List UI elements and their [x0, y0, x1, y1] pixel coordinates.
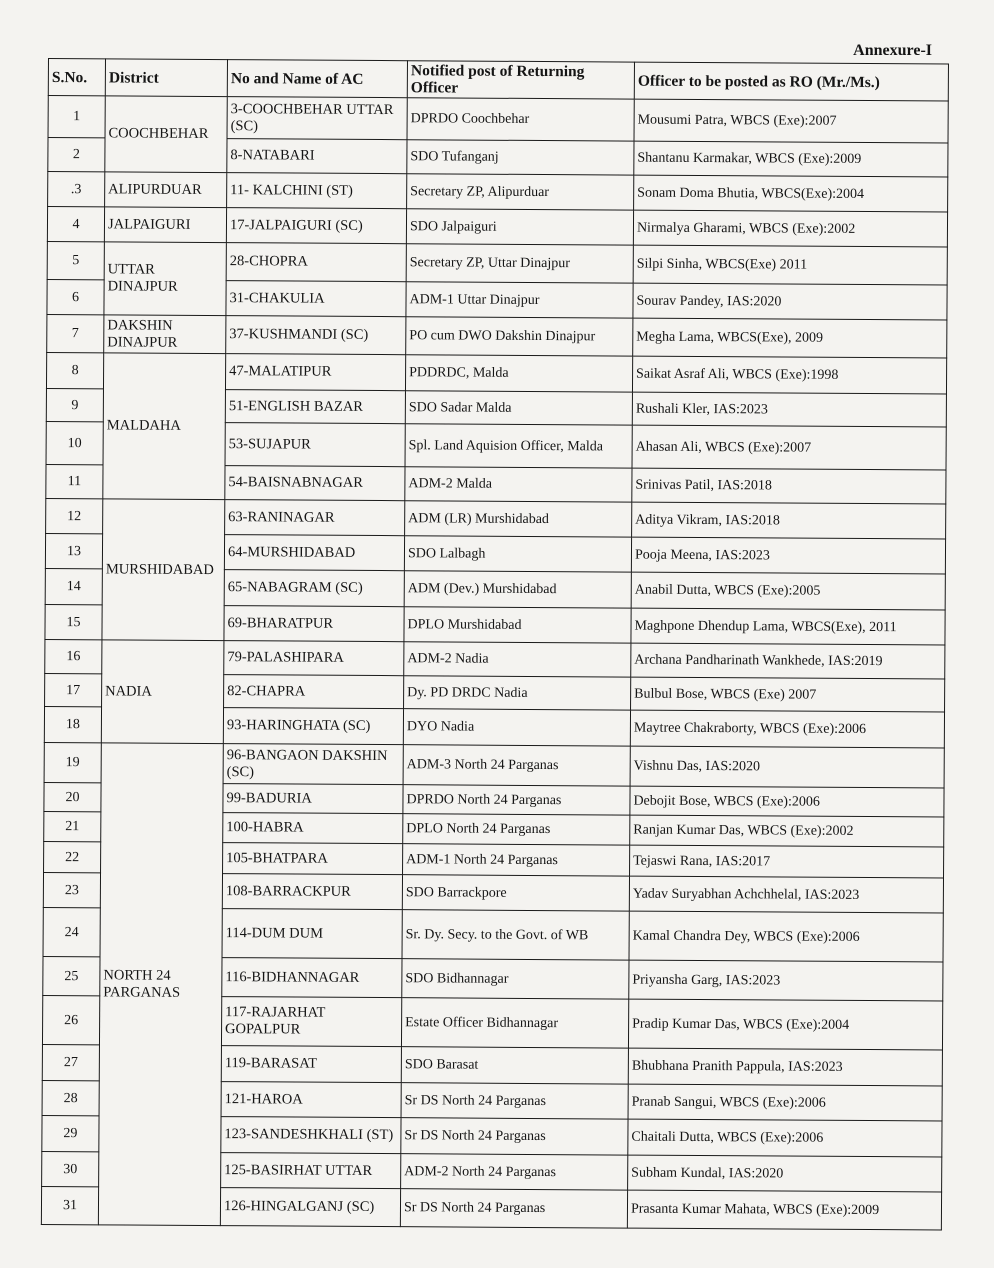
serial-number: 12 [46, 498, 103, 533]
officer-name: Vishnu Das, IAS:2020 [630, 746, 944, 788]
annexure-label: Annexure-I [853, 42, 932, 59]
assembly-constituency: 64-MURSHIDABAD [224, 535, 404, 571]
notified-post: ADM (Dev.) Murshidabad [404, 571, 631, 608]
serial-number: 16 [45, 639, 102, 673]
assembly-constituency: 82-CHAPRA [224, 675, 404, 709]
notified-post: DPLO Murshidabad [404, 607, 631, 643]
serial-number: 27 [42, 1044, 99, 1080]
serial-number: 24 [43, 907, 100, 956]
table-row [46, 352, 946, 393]
officer-name: Anabil Dutta, WBCS (Exe):2005 [631, 572, 945, 610]
notified-post: ADM-1 Uttar Dinajpur [406, 282, 633, 318]
assembly-constituency: 99-BADURIA [223, 784, 403, 814]
officer-name: Chaitali Dutta, WBCS (Exe):2006 [628, 1119, 942, 1157]
table-row [46, 498, 946, 538]
officer-name: Megha Lama, WBCS(Exe), 2009 [633, 318, 947, 358]
serial-number: 20 [44, 782, 101, 811]
serial-number: 18 [44, 706, 101, 742]
assembly-constituency: 3-COOCHBEHAR UTTAR (SC) [227, 97, 407, 140]
serial-number: 6 [47, 279, 104, 314]
table-row [45, 639, 945, 678]
assembly-constituency: 96-BANGAON DAKSHIN (SC) [223, 744, 403, 785]
notified-post: SDO Bidhannagar [402, 959, 629, 999]
officer-name: Subham Kundal, IAS:2020 [628, 1155, 942, 1192]
serial-number: 15 [45, 604, 102, 639]
officer-name: Maghpone Dhendup Lama, WBCS(Exe), 2011 [631, 608, 945, 645]
officer-name: Tejaswi Rana, IAS:2017 [630, 845, 944, 878]
assembly-constituency: 53-SUJAPUR [225, 423, 405, 467]
notified-post: Dy. PD DRDC Nadia [404, 676, 631, 710]
serial-number: .3 [48, 172, 105, 207]
assembly-constituency: 65-NABAGRAM (SC) [224, 570, 404, 607]
notified-post: DPLO North 24 Parganas [403, 814, 630, 845]
serial-number: 10 [46, 421, 103, 464]
assembly-constituency: 17-JALPAIGURI (SC) [226, 208, 406, 244]
officer-name: Yadav Suryabhan Achchhelal, IAS:2023 [629, 876, 943, 913]
assembly-constituency: 47-MALATIPUR [225, 354, 405, 391]
district-name: COOCHBEHAR [105, 96, 227, 173]
officer-name: Pradip Kumar Das, WBCS (Exe):2004 [628, 999, 942, 1050]
table-row [48, 172, 948, 212]
serial-number: 11 [46, 464, 103, 498]
officer-name: Sourav Pandey, IAS:2020 [633, 283, 947, 320]
table-row [47, 241, 947, 284]
serial-number: 28 [42, 1080, 99, 1115]
assembly-constituency: 28-CHOPRA [226, 243, 406, 282]
notified-post: SDO Barrackpore [402, 875, 629, 911]
notified-post: SDO Jalpaiguri [406, 209, 633, 245]
assembly-constituency: 69-BHARATPUR [224, 606, 404, 642]
officer-name: Pooja Meena, IAS:2023 [631, 537, 945, 574]
assembly-constituency: 79-PALASHIPARA [224, 641, 404, 676]
header-officer: Officer to be posted as RO (Mr./Ms.) [634, 62, 948, 101]
notified-post: ADM-2 Malda [405, 467, 632, 502]
notified-post: Sr DS North 24 Parganas [401, 1118, 628, 1155]
officer-name: Kamal Chandra Dey, WBCS (Exe):2006 [629, 911, 943, 962]
district-name: NADIA [101, 640, 224, 744]
officer-name: Maytree Chakraborty, WBCS (Exe):2006 [630, 710, 944, 748]
notified-post: Sr DS North 24 Parganas [400, 1189, 627, 1228]
notified-post: Spl. Land Aquision Officer, Malda [405, 424, 632, 468]
officer-name: Shantanu Karmakar, WBCS (Exe):2009 [634, 141, 948, 177]
assembly-constituency: 125-BASIRHAT UTTAR [221, 1153, 401, 1189]
notified-post: DPRDO North 24 Parganas [403, 785, 630, 815]
notified-post: SDO Barasat [401, 1047, 628, 1084]
district-name: MALDAHA [103, 353, 226, 500]
notified-post: ADM-3 North 24 Parganas [403, 745, 630, 786]
notified-post: PO cum DWO Dakshin Dinajpur [406, 317, 633, 356]
table-row [44, 742, 944, 787]
officer-name: Debojit Bose, WBCS (Exe):2006 [630, 786, 944, 817]
officer-name: Ahasan Ali, WBCS (Exe):2007 [632, 425, 946, 470]
notified-post: ADM-1 North 24 Parganas [403, 844, 630, 876]
officer-name: Ranjan Kumar Das, WBCS (Exe):2002 [630, 815, 944, 847]
serial-number: 23 [43, 872, 100, 907]
serial-number: 8 [46, 352, 103, 388]
table-row [48, 96, 948, 143]
assembly-constituency: 37-KUSHMANDI (SC) [226, 316, 406, 355]
serial-number: 17 [45, 673, 102, 706]
serial-number: 30 [42, 1151, 99, 1186]
assembly-constituency: 126-HINGALGANJ (SC) [220, 1188, 400, 1227]
assembly-constituency: 8-NATABARI [227, 139, 407, 174]
assembly-constituency: 31-CHAKULIA [226, 281, 406, 317]
notified-post: Sr. Dy. Secy. to the Govt. of WB [402, 910, 629, 960]
table-header-row [48, 59, 948, 101]
serial-number: 14 [45, 568, 102, 604]
notified-post: Sr DS North 24 Parganas [401, 1083, 628, 1119]
notified-post: SDO Tufanganj [407, 140, 634, 175]
header-post: Notified post of Returning Officer [407, 61, 634, 99]
assembly-constituency: 119-BARASAT [221, 1046, 401, 1083]
officer-name: Bulbul Bose, WBCS (Exe) 2007 [631, 677, 945, 712]
assembly-constituency: 121-HAROA [221, 1082, 401, 1118]
district-name: JALPAIGURI [104, 207, 226, 243]
serial-number: 5 [47, 241, 104, 279]
header-district: District [105, 59, 227, 97]
serial-number: 26 [42, 995, 99, 1044]
serial-number: 2 [48, 138, 105, 172]
assembly-constituency: 123-SANDESHKHALI (ST) [221, 1117, 401, 1154]
notified-post: SDO Sadar Malda [405, 391, 632, 425]
serial-number: 9 [46, 388, 103, 421]
district-name: UTTAR DINAJPUR [104, 242, 226, 316]
district-name: MURSHIDABAD [102, 499, 225, 641]
serial-number: 13 [45, 533, 102, 568]
serial-number: 4 [47, 207, 104, 242]
notified-post: Secretary ZP, Uttar Dinajpur [406, 244, 633, 283]
assembly-constituency: 117-RAJARHAT GOPALPUR [221, 997, 401, 1047]
notified-post: ADM-2 Nadia [404, 642, 631, 677]
officer-name: Priyansha Garg, IAS:2023 [629, 960, 943, 1001]
officer-name: Nirmalya Gharami, WBCS (Exe):2002 [633, 210, 947, 247]
table-row [47, 207, 947, 247]
assembly-constituency: 100-HABRA [223, 813, 403, 844]
notified-post: PDDRDC, Malda [405, 355, 632, 392]
serial-number: 31 [41, 1186, 98, 1224]
table-row [47, 314, 947, 357]
serial-number: 1 [48, 96, 105, 138]
assembly-constituency: 93-HARINGHATA (SC) [223, 708, 403, 745]
serial-number: 22 [44, 841, 101, 872]
notified-post: DPRDO Coochbehar [407, 98, 634, 141]
assembly-constituency: 11- KALCHINI (ST) [227, 173, 407, 209]
assembly-constituency: 54-BAISNABNAGAR [225, 466, 405, 501]
notified-post: ADM (LR) Murshidabad [405, 501, 632, 537]
officer-name: Srinivas Patil, IAS:2018 [632, 468, 946, 504]
assembly-constituency: 51-ENGLISH BAZAR [225, 390, 405, 424]
header-ac: No and Name of AC [227, 60, 407, 98]
assembly-constituency: 63-RANINAGAR [225, 500, 405, 536]
serial-number: 21 [44, 811, 101, 841]
officer-name: Aditya Vikram, IAS:2018 [632, 502, 946, 539]
serial-number: 29 [42, 1115, 99, 1151]
assembly-constituency: 114-DUM DUM [222, 909, 402, 959]
assembly-constituency: 105-BHATPARA [223, 843, 403, 875]
returning-officer-table [41, 58, 949, 1230]
notified-post: SDO Lalbagh [404, 536, 631, 572]
officer-name: Mousumi Patra, WBCS (Exe):2007 [634, 99, 948, 143]
officer-name: Prasanta Kumar Mahata, WBCS (Exe):2009 [627, 1190, 941, 1230]
officer-name: Silpi Sinha, WBCS(Exe) 2011 [633, 245, 947, 285]
notified-post: Estate Officer Bidhannagar [401, 998, 628, 1048]
officer-name: Archana Pandharinath Wankhede, IAS:2019 [631, 643, 945, 679]
district-name: NORTH 24 PARGANAS [98, 743, 223, 1226]
serial-number: 25 [43, 956, 100, 995]
serial-number: 19 [44, 742, 101, 782]
officer-name: Rushali Kler, IAS:2023 [632, 392, 946, 427]
district-name: ALIPURDUAR [105, 172, 227, 208]
officer-name: Sonam Doma Bhutia, WBCS(Exe):2004 [634, 175, 948, 212]
notified-post: DYO Nadia [403, 709, 630, 746]
officer-name: Pranab Sangui, WBCS (Exe):2006 [628, 1084, 942, 1121]
serial-number: 7 [47, 314, 104, 352]
notified-post: Secretary ZP, Alipurduar [407, 174, 634, 210]
header-sno: S.No. [48, 59, 105, 96]
notified-post: ADM-2 North 24 Parganas [401, 1154, 628, 1190]
officer-name: Bhubhana Pranith Pappula, IAS:2023 [628, 1048, 942, 1086]
assembly-constituency: 116-BIDHANNAGAR [222, 958, 402, 998]
table-body [41, 96, 948, 1230]
assembly-constituency: 108-BARRACKPUR [222, 874, 402, 910]
district-name: DAKSHIN DINAJPUR [104, 315, 226, 354]
officer-name: Saikat Asraf Ali, WBCS (Exe):1998 [632, 356, 946, 394]
